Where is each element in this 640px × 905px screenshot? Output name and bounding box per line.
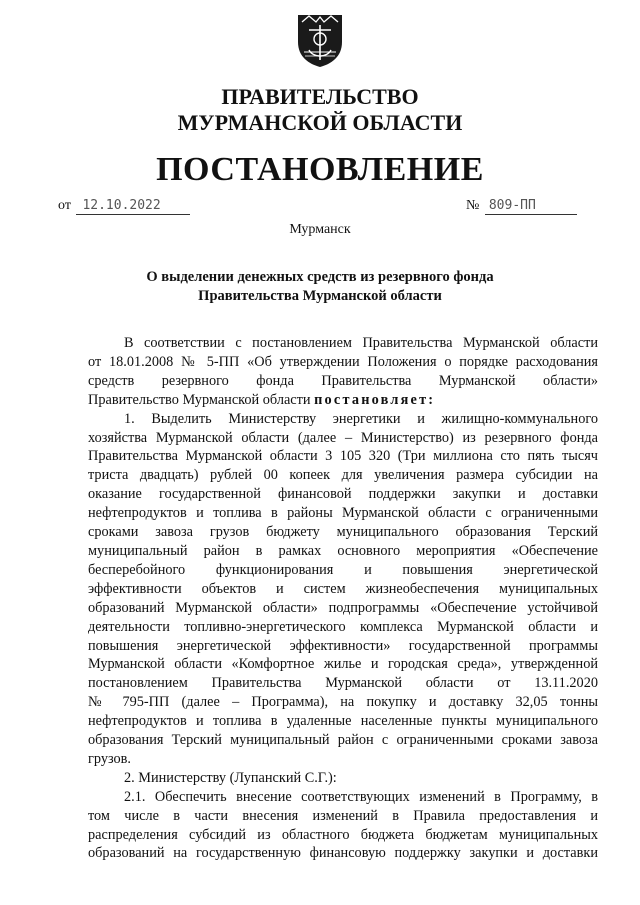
- date-field: [58, 198, 190, 215]
- document-title: [0, 268, 640, 306]
- government-name-line1: ПРАВИТЕЛЬСТВО: [221, 84, 419, 109]
- body-line: оказание государственной финансовой поддержки закупки и доставки: [88, 486, 598, 503]
- body-line: том числе в части внесения изменений в Правила предоставления и: [88, 807, 598, 824]
- body-line: бесперебойного функционирования и повышения энергетической: [88, 561, 598, 578]
- body-line: образований на государственную финансовую поддержку закупки и доставки: [88, 845, 598, 862]
- number-value: 809-ПП: [485, 198, 577, 215]
- body-line: хозяйства Мурманской области (далее – Министерство) из резервного фонда: [88, 429, 598, 446]
- body-line: № 795-ПП (далее – Программа), на покупку и доставку 32,05 тонны: [88, 694, 598, 711]
- city-name: Мурманск: [289, 222, 351, 237]
- body-line: средств резервного фонда Правительства Мурманской области»: [88, 372, 598, 389]
- body-line: сроками завоза грузов бюджету муниципального образования Терский: [88, 524, 598, 541]
- body-line: нефтепродуктов и топлива в удаленные населенные пункты муниципального: [88, 713, 598, 730]
- date-value: 12.10.2022: [76, 198, 190, 215]
- government-name: [0, 84, 640, 136]
- date-label: от: [58, 198, 71, 213]
- body-line: образований Мурманской области» подпрограммы «Обеспечение устойчивой: [88, 599, 598, 616]
- body-line: триста двадцать) рублей 00 копеек для увеличения размера субсидии на: [88, 467, 598, 484]
- body-line: грузов.: [88, 750, 132, 767]
- body-line: Мурманской области «Комфортное жилье и городская среда», утвержденной: [88, 656, 598, 673]
- decree-keyword: постановляет:: [314, 391, 436, 408]
- body-line: деятельности топливно-энергетического комплекса Мурманской области и: [88, 618, 598, 635]
- number-label: №: [466, 198, 480, 213]
- document-title-line2: Правительства Мурманской области: [198, 288, 442, 304]
- government-name-line2: МУРМАНСКОЙ ОБЛАСТИ: [177, 110, 463, 135]
- body-line: постановлением Правительства Мурманской области от 13.11.2020: [88, 675, 598, 692]
- body-line: Правительства Мурманской области 3 105 320 (Три миллиона сто пять тысяч: [88, 448, 598, 465]
- document-title-line1: О выделении денежных средств из резервного фонда: [146, 269, 494, 285]
- preamble-prefix: Правительство Мурманской области: [88, 391, 315, 408]
- body-line: распределения субсидий из областного бюджета бюджетам муниципальных: [88, 826, 598, 843]
- body-line: образования Терский муниципальный район с ограниченными сроками завоза: [88, 732, 598, 749]
- number-field: [466, 198, 577, 215]
- body-line: нефтепродуктов и топлива в районы Мурманской области с ограниченными: [88, 505, 598, 522]
- coat-of-arms-emblem: [295, 12, 345, 68]
- document-type-heading: ПОСТАНОВЛЕНИЕ: [156, 151, 484, 188]
- body-line: муниципальный район в рамках основного мероприятия «Обеспечение: [88, 542, 598, 559]
- body-line: 1. Выделить Министерству энергетики и жилищно-коммунального: [124, 410, 598, 427]
- document-body: [88, 334, 598, 863]
- body-line: 2.1. Обеспечить внесение соответствующих изменений в Программу, в: [124, 788, 598, 805]
- body-line: 2. Министерству (Лупанский С.Г.):: [124, 769, 337, 786]
- body-line: от 18.01.2008 № 5-ПП «Об утверждении Положения о порядке расходования: [88, 353, 598, 370]
- body-line: эффективности объектов и систем жизнеобеспечения муниципальных: [88, 580, 598, 597]
- body-line: [88, 391, 598, 410]
- body-line: повышения энергетической эффективности» государственной программы: [88, 637, 598, 654]
- body-line: В соответствии с постановлением Правительства Мурманской области: [124, 335, 598, 351]
